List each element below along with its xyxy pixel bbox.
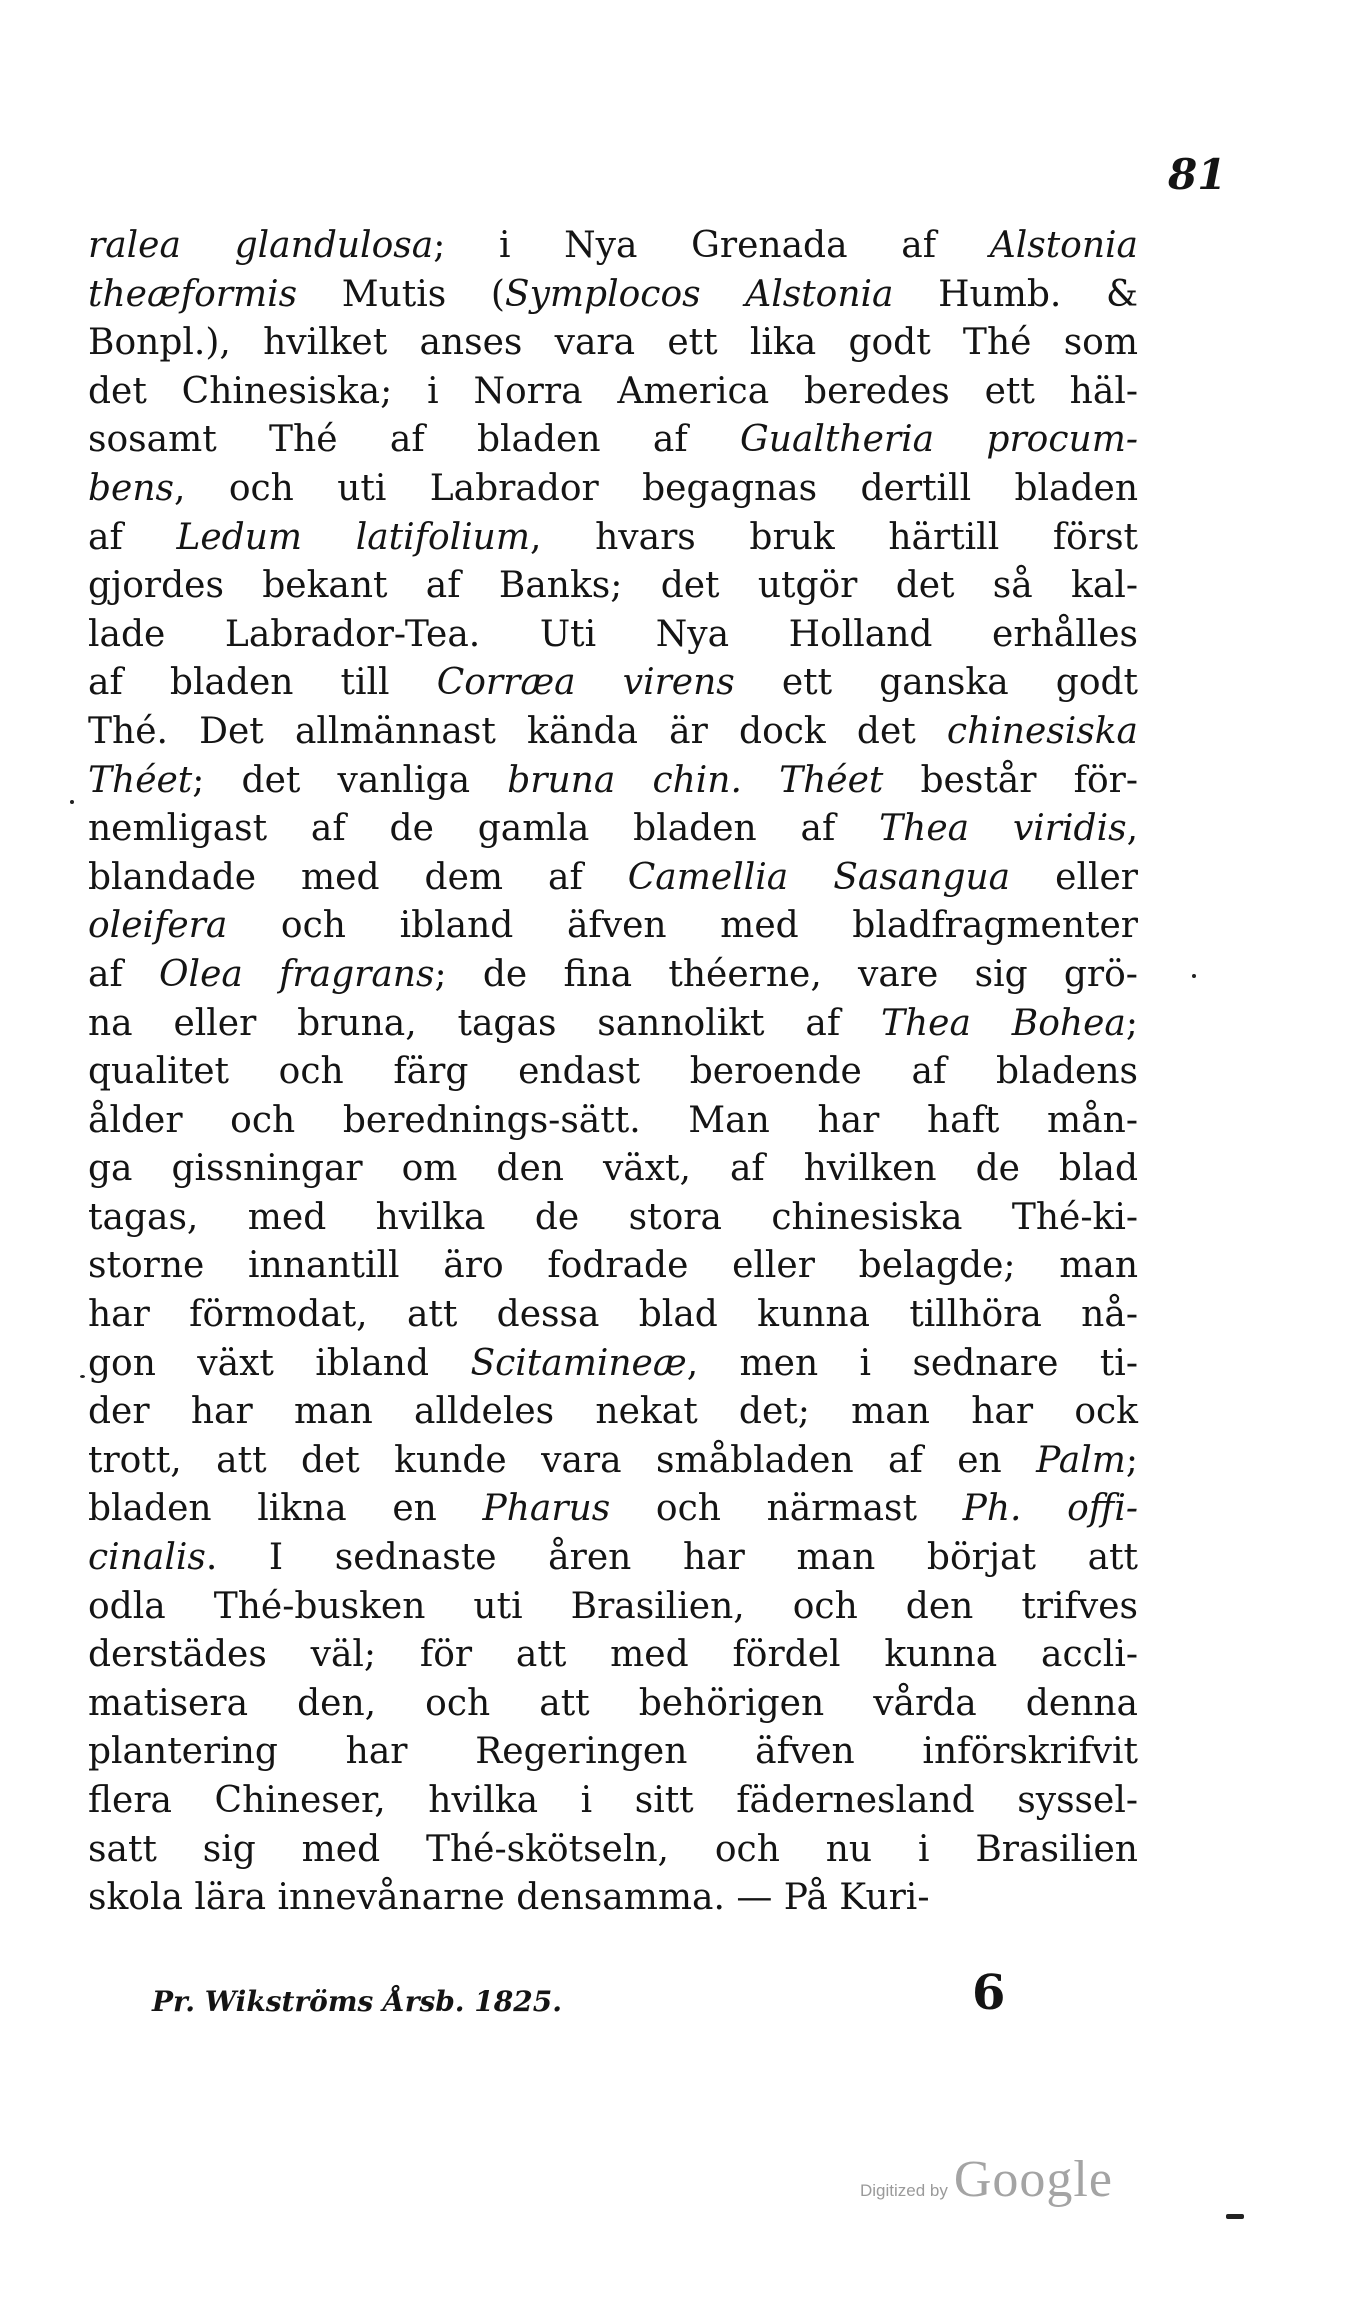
- text-run: sosamt Thé af bladen af: [88, 419, 741, 461]
- italic-term: Ph. offi-: [962, 1488, 1139, 1530]
- italic-term: Gualtheria procum-: [740, 419, 1138, 461]
- text-line: [88, 854, 1138, 903]
- text-run: storne innantill äro fodrade eller belagde; man: [88, 1245, 1138, 1287]
- text-run: det Chinesiska; i Norra America beredes ett häl-: [88, 370, 1138, 412]
- text-line: [88, 1485, 1138, 1534]
- italic-term: bruna chin. Théet: [507, 759, 884, 801]
- text-run: . I sednaste åren har man börjat att: [205, 1537, 1138, 1579]
- text-run: och närmast: [610, 1488, 963, 1530]
- text-run: na eller bruna, tagas sannolikt af: [88, 1002, 881, 1044]
- italic-term: Alstonia: [989, 225, 1138, 266]
- text-run: satt sig med Thé-skötseln, och nu i Brasilien: [88, 1828, 1138, 1870]
- text-line: [88, 1048, 1138, 1097]
- text-run: plantering har Regeringen äfven införskrifvit: [88, 1731, 1138, 1773]
- italic-term: theæformis: [88, 273, 298, 315]
- scan-speck: [1192, 974, 1196, 978]
- text-run: ; de fina théerne, vare sig grö-: [434, 953, 1138, 995]
- text-run: qualitet och färg endast beroende af bladens: [88, 1051, 1138, 1093]
- text-run: består för-: [883, 759, 1138, 801]
- text-line: [88, 1826, 1138, 1875]
- italic-term: Thea viridis: [879, 808, 1127, 850]
- text-run: derstädes väl; för att med fördel kunna accli-: [88, 1634, 1138, 1676]
- text-run: Mutis (: [297, 273, 505, 315]
- text-run: , men i sednare ti-: [686, 1342, 1138, 1384]
- text-run: ; det vanliga: [192, 759, 508, 801]
- text-line: [88, 659, 1138, 708]
- text-run: ;: [1125, 1439, 1138, 1481]
- italic-term: Palm: [1036, 1439, 1126, 1481]
- text-line: [88, 1388, 1138, 1437]
- italic-term: Scitamineæ: [470, 1342, 687, 1384]
- text-run: ett ganska godt: [734, 662, 1139, 704]
- text-line: [88, 368, 1138, 417]
- text-run: af bladen till: [88, 662, 437, 704]
- text-line: [88, 902, 1138, 951]
- text-line: [88, 1728, 1138, 1777]
- text-run: blandade med dem af: [88, 856, 628, 898]
- italic-term: Pharus: [482, 1488, 611, 1530]
- text-line: [88, 1680, 1138, 1729]
- text-run: flera Chineser, hvilka i sitt fädernesland syssel-: [88, 1780, 1138, 1821]
- text-run: trott, att det kunde vara småbladen af en: [88, 1439, 1037, 1481]
- signature-mark: 6: [972, 1965, 1006, 2021]
- italic-term: Camellia Sasangua: [627, 856, 1011, 898]
- text-line: [88, 465, 1138, 514]
- text-run: Thé. Det allmännast kända är dock det: [88, 710, 947, 752]
- text-line: [88, 1437, 1138, 1486]
- text-line: [88, 271, 1138, 320]
- body-text: [88, 222, 1138, 1923]
- text-run: Humb. &: [893, 273, 1138, 315]
- text-run: gon växt ibland: [88, 1342, 471, 1384]
- text-run: eller: [1010, 856, 1138, 898]
- text-run: , och uti Labrador begagnas dertill bladen: [174, 467, 1138, 509]
- italic-term: oleifera: [88, 905, 228, 947]
- text-run: ålder och berednings-sätt. Man har haft mån-: [88, 1099, 1138, 1141]
- text-line: [88, 611, 1138, 660]
- text-run: ga gissningar om den växt, af hvilken de blad: [88, 1148, 1138, 1190]
- text-run: och ibland äfven med bladfragmenter: [227, 905, 1138, 947]
- scan-speck: [80, 1375, 85, 1378]
- scan-speck: [1226, 2214, 1244, 2219]
- italic-term: ralea glandulosa: [88, 225, 434, 266]
- italic-term: Thea Bohea: [880, 1002, 1126, 1044]
- text-line: [88, 514, 1138, 563]
- text-run: ;: [1125, 1002, 1138, 1044]
- text-line: [88, 708, 1138, 757]
- text-line: [88, 1874, 1138, 1923]
- text-run: skola lära innevånarne densamma. — På Kuri-: [88, 1877, 930, 1919]
- text-line: [88, 1145, 1138, 1194]
- text-run: nemligast af de gamla bladen af: [88, 808, 880, 850]
- italic-term: cinalis: [88, 1537, 206, 1579]
- italic-term: Ledum latifolium: [176, 516, 530, 558]
- text-line: [88, 1291, 1138, 1340]
- text-line: [88, 319, 1138, 368]
- italic-term: Symplocos Alstonia: [504, 273, 894, 315]
- text-line: [88, 1583, 1138, 1632]
- text-line: [88, 757, 1138, 806]
- text-line: [88, 1631, 1138, 1680]
- scan-speck: [70, 800, 74, 804]
- text-line: [88, 1097, 1138, 1146]
- text-run: af: [88, 953, 160, 995]
- text-run: odla Thé-busken uti Brasilien, och den trifves: [88, 1585, 1138, 1627]
- italic-term: bens: [88, 467, 175, 509]
- google-logo: Google: [953, 2151, 1113, 2208]
- text-run: matisera den, och att behörigen vårda denna: [88, 1682, 1138, 1724]
- watermark-prefix: Digitized by: [860, 2181, 948, 2200]
- page-number: 81: [1168, 150, 1227, 199]
- italic-term: Corræa virens: [436, 662, 735, 704]
- text-line: [88, 1000, 1138, 1049]
- digitized-watermark: [860, 2150, 1113, 2209]
- printer-signature: Pr. Wikströms Årsb. 1825.: [152, 1985, 562, 2018]
- text-line: [88, 416, 1138, 465]
- text-run: Bonpl.), hvilket anses vara ett lika godt Thé som: [88, 322, 1138, 364]
- text-line: [88, 951, 1138, 1000]
- text-line: [88, 1777, 1138, 1826]
- text-run: gjordes bekant af Banks; det utgör det så kal-: [88, 565, 1138, 607]
- text-line: [88, 1194, 1138, 1243]
- text-run: bladen likna en: [88, 1488, 483, 1530]
- text-run: lade Labrador-Tea. Uti Nya Holland erhålles: [88, 613, 1138, 655]
- text-line: [88, 222, 1138, 271]
- text-run: , hvars bruk härtill först: [530, 516, 1139, 558]
- text-line: [88, 805, 1138, 854]
- italic-term: Olea fragrans: [159, 953, 435, 995]
- text-run: der har man alldeles nekat det; man har ock: [88, 1391, 1138, 1433]
- italic-term: Théet: [88, 759, 193, 801]
- text-line: [88, 1340, 1138, 1389]
- text-line: [88, 1242, 1138, 1291]
- text-line: [88, 562, 1138, 611]
- text-run: ,: [1126, 808, 1139, 850]
- text-run: tagas, med hvilka de stora chinesiska Thé-ki-: [88, 1196, 1138, 1238]
- italic-term: chinesiska: [946, 710, 1138, 752]
- text-line: [88, 1534, 1138, 1583]
- text-run: ; i Nya Grenada af: [433, 225, 990, 266]
- text-run: af: [88, 516, 177, 558]
- text-run: har förmodat, att dessa blad kunna tillhöra nå-: [88, 1294, 1138, 1336]
